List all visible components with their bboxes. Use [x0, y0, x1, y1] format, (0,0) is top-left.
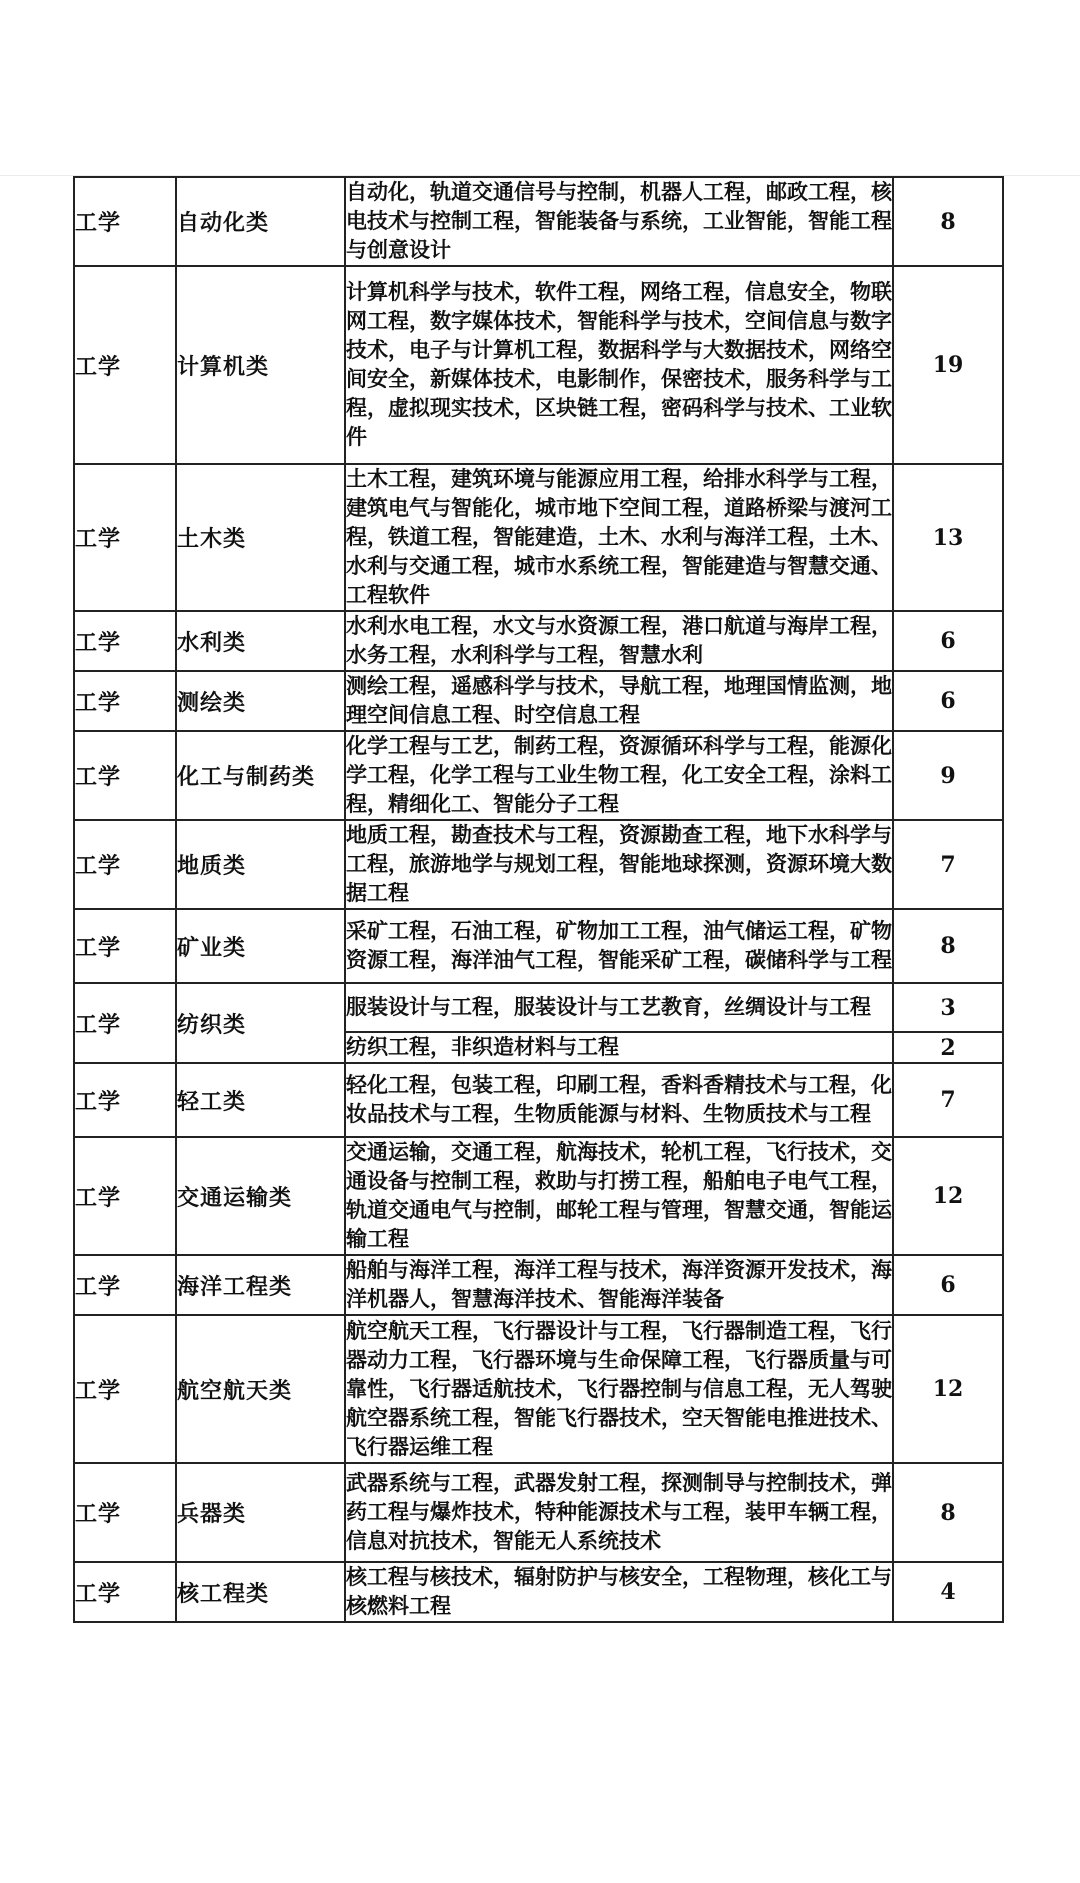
major-class-cell: 测绘类	[176, 671, 345, 731]
majors-list-cell: 采矿工程，石油工程，矿物加工工程，油气储运工程，矿物资源工程，海洋油气工程，智能采矿工程，碳储科学与工程	[345, 909, 893, 983]
major-class-cell: 航空航天类	[176, 1315, 345, 1463]
majors-list-cell: 船舶与海洋工程，海洋工程与技术，海洋资源开发技术，海洋机器人，智慧海洋技术、智能海洋装备	[345, 1255, 893, 1315]
major-class-cell: 轻工类	[176, 1063, 345, 1137]
major-class-cell: 核工程类	[176, 1562, 345, 1622]
major-count-cell: 7	[893, 820, 1003, 909]
majors-table	[73, 176, 1004, 1623]
discipline-category-cell: 工学	[74, 1315, 176, 1463]
major-count-cell: 6	[893, 671, 1003, 731]
table-row	[74, 1463, 1003, 1562]
discipline-category-cell: 工学	[74, 983, 176, 1063]
major-count-cell: 4	[893, 1562, 1003, 1622]
majors-list-cell: 地质工程，勘查技术与工程，资源勘查工程，地下水科学与工程，旅游地学与规划工程，智能地球探测，资源环境大数据工程	[345, 820, 893, 909]
majors-list-cell: 水利水电工程，水文与水资源工程，港口航道与海岸工程，水务工程，水利科学与工程，智慧水利	[345, 611, 893, 671]
majors-list-cell: 服装设计与工程，服装设计与工艺教育，丝绸设计与工程	[345, 983, 893, 1032]
discipline-category-cell: 工学	[74, 177, 176, 266]
major-count-cell: 6	[893, 611, 1003, 671]
major-class-cell: 海洋工程类	[176, 1255, 345, 1315]
discipline-category-cell: 工学	[74, 611, 176, 671]
major-class-cell: 化工与制药类	[176, 731, 345, 820]
table-row	[74, 909, 1003, 983]
major-count-cell: 7	[893, 1063, 1003, 1137]
major-count-cell: 13	[893, 464, 1003, 611]
table-row	[74, 1315, 1003, 1463]
major-class-cell: 交通运输类	[176, 1137, 345, 1255]
table-row	[74, 266, 1003, 464]
majors-list-cell: 交通运输，交通工程，航海技术，轮机工程，飞行技术，交通设备与控制工程，救助与打捞工程，船舶电子电气工程，轨道交通电气与控制，邮轮工程与管理，智慧交通，智能运输工程	[345, 1137, 893, 1255]
major-class-cell: 土木类	[176, 464, 345, 611]
discipline-category-cell: 工学	[74, 464, 176, 611]
majors-list-cell: 化学工程与工艺，制药工程，资源循环科学与工程，能源化学工程，化学工程与工业生物工程，化工安全工程，涂料工程，精细化工、智能分子工程	[345, 731, 893, 820]
table-row	[74, 177, 1003, 266]
majors-list-cell: 航空航天工程，飞行器设计与工程，飞行器制造工程，飞行器动力工程，飞行器环境与生命保障工程，飞行器质量与可靠性，飞行器适航技术，飞行器控制与信息工程，无人驾驶航空器系统工程，智能飞行器技术，空天智能电推进技术、飞行器运维工程	[345, 1315, 893, 1463]
major-count-cell: 19	[893, 266, 1003, 464]
discipline-category-cell: 工学	[74, 731, 176, 820]
majors-list-cell: 计算机科学与技术，软件工程，网络工程，信息安全，物联网工程，数字媒体技术，智能科学与技术，空间信息与数字技术，电子与计算机工程，数据科学与大数据技术，网络空间安全，新媒体技术，电影制作，保密技术，服务科学与工程，虚拟现实技术，区块链工程，密码科学与技术、工业软件	[345, 266, 893, 464]
table-row	[74, 611, 1003, 671]
major-count-cell: 3	[893, 983, 1003, 1032]
major-count-cell: 12	[893, 1315, 1003, 1463]
table-row	[74, 1255, 1003, 1315]
majors-list-cell: 土木工程，建筑环境与能源应用工程，给排水科学与工程，建筑电气与智能化，城市地下空间工程，道路桥梁与渡河工程，铁道工程，智能建造，土木、水利与海洋工程，土木、水利与交通工程，城市水系统工程，智能建造与智慧交通、工程软件	[345, 464, 893, 611]
major-count-cell: 12	[893, 1137, 1003, 1255]
major-count-cell: 2	[893, 1032, 1003, 1063]
major-class-cell: 纺织类	[176, 983, 345, 1063]
table-row	[74, 1137, 1003, 1255]
table-row	[74, 820, 1003, 909]
table-row	[74, 983, 1003, 1032]
majors-list-cell: 武器系统与工程，武器发射工程，探测制导与控制技术，弹药工程与爆炸技术，特种能源技术与工程，装甲车辆工程，信息对抗技术，智能无人系统技术	[345, 1463, 893, 1562]
discipline-category-cell: 工学	[74, 266, 176, 464]
majors-table-body	[74, 177, 1003, 1622]
majors-list-cell: 轻化工程，包装工程，印刷工程，香料香精技术与工程，化妆品技术与工程，生物质能源与材料、生物质技术与工程	[345, 1063, 893, 1137]
majors-list-cell: 自动化，轨道交通信号与控制，机器人工程，邮政工程，核电技术与控制工程，智能装备与系统，工业智能，智能工程与创意设计	[345, 177, 893, 266]
discipline-category-cell: 工学	[74, 1255, 176, 1315]
major-count-cell: 6	[893, 1255, 1003, 1315]
discipline-category-cell: 工学	[74, 671, 176, 731]
major-class-cell: 自动化类	[176, 177, 345, 266]
majors-list-cell: 测绘工程，遥感科学与技术，导航工程，地理国情监测，地理空间信息工程、时空信息工程	[345, 671, 893, 731]
table-row	[74, 1063, 1003, 1137]
discipline-category-cell: 工学	[74, 1063, 176, 1137]
major-count-cell: 8	[893, 177, 1003, 266]
major-class-cell: 矿业类	[176, 909, 345, 983]
major-count-cell: 8	[893, 909, 1003, 983]
discipline-category-cell: 工学	[74, 1562, 176, 1622]
table-row	[74, 671, 1003, 731]
major-count-cell: 8	[893, 1463, 1003, 1562]
major-class-cell: 水利类	[176, 611, 345, 671]
majors-list-cell: 核工程与核技术，辐射防护与核安全，工程物理，核化工与核燃料工程	[345, 1562, 893, 1622]
table-row	[74, 731, 1003, 820]
discipline-category-cell: 工学	[74, 1137, 176, 1255]
discipline-category-cell: 工学	[74, 1463, 176, 1562]
majors-list-cell: 纺织工程，非织造材料与工程	[345, 1032, 893, 1063]
table-row	[74, 464, 1003, 611]
major-count-cell: 9	[893, 731, 1003, 820]
table-row	[74, 1562, 1003, 1622]
major-class-cell: 兵器类	[176, 1463, 345, 1562]
major-class-cell: 地质类	[176, 820, 345, 909]
discipline-category-cell: 工学	[74, 909, 176, 983]
major-class-cell: 计算机类	[176, 266, 345, 464]
discipline-category-cell: 工学	[74, 820, 176, 909]
